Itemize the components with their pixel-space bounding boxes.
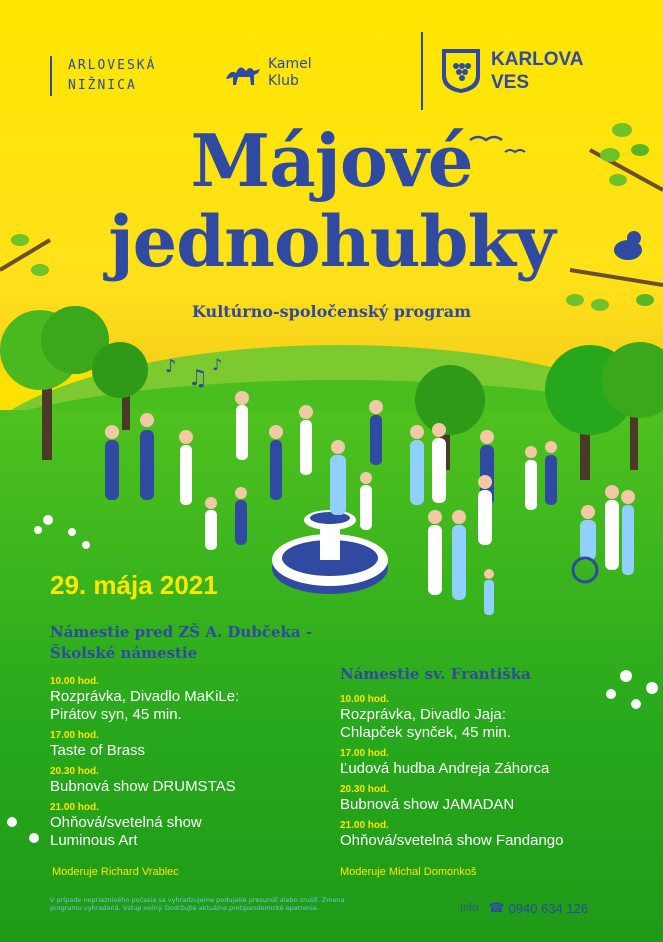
karloveska-niznica-logo xyxy=(50,56,156,96)
program-time: 20.30 hod. xyxy=(50,766,99,777)
program-time: 21.00 hod. xyxy=(340,820,389,831)
svg-text:♫: ♫ xyxy=(188,366,208,391)
logos-bar xyxy=(0,38,663,118)
subtitle: Kultúrno-spoločenský program xyxy=(192,302,471,321)
k-mark-icon xyxy=(50,56,62,96)
venue-1-name: Námestie pred ZŠ A. Dubčeka - Školské námestie xyxy=(50,623,313,662)
logo-karlova-text: KARLOVA xyxy=(491,49,584,70)
program-time: 17.00 hod. xyxy=(50,730,99,741)
program-time: 20.30 hod. xyxy=(340,784,389,795)
trees-right xyxy=(415,342,663,480)
event-date: 29. mája 2021 xyxy=(50,570,218,600)
kamel-klub-logo xyxy=(224,56,312,90)
program-time: 10.00 hod. xyxy=(50,676,99,687)
program-name: Bubnová show JAMADAN xyxy=(340,796,515,813)
program-item xyxy=(340,784,563,814)
venue-2-moderator: Moderuje Michal Domonkoš xyxy=(340,866,477,878)
program-name: Ohňová/svetelná show Luminous Art xyxy=(50,814,202,849)
logo-divider xyxy=(421,32,423,110)
svg-text:♪: ♪ xyxy=(212,355,223,374)
music-notes-icon xyxy=(165,355,222,391)
flowers-right xyxy=(606,670,658,709)
program-item xyxy=(340,748,563,778)
info-contact xyxy=(460,900,588,916)
logo-klub-text: Klub xyxy=(268,73,299,89)
svg-text:♪: ♪ xyxy=(165,356,177,377)
program-name: Rozprávka, Divadlo MaKiLe: Pirátov syn, 45 min. xyxy=(50,688,240,723)
venue-1-moderator: Moderuje Richard Vrablec xyxy=(52,866,179,878)
trees-left xyxy=(0,306,148,460)
venue-1-program xyxy=(50,676,239,856)
title-line-1: Májové xyxy=(190,118,473,203)
info-label: Info xyxy=(460,902,479,914)
logo-karloveska-text: ARLOVESKÁ xyxy=(68,58,157,73)
venue-2-program xyxy=(340,694,563,856)
logo-kamel-text: Kamel xyxy=(268,56,312,72)
program-time: 10.00 hod. xyxy=(340,694,389,705)
title-line-2: jednohubky xyxy=(108,200,555,283)
disclaimer-notice: V prípade nepriaznivého počasia sa vyhradzujeme podujatie presunúť alebo zrušiť. Zmena programu vyhradená. Vstup voľný. Dodržujte aktuálne protipandemické opatrenia. xyxy=(50,896,345,912)
program-item xyxy=(50,676,239,724)
program-item xyxy=(340,694,563,742)
phone-icon: ☎ xyxy=(488,900,505,915)
program-time: 21.00 hod. xyxy=(50,802,99,813)
program-item xyxy=(340,820,563,850)
venue-2-name: Námestie sv. Františka xyxy=(340,665,531,683)
program-item xyxy=(50,802,239,850)
program-name: Ohňová/svetelná show Fandango xyxy=(340,832,564,849)
logo-niznica-text: NIŽNICA xyxy=(68,78,137,93)
camel-icon xyxy=(224,59,262,87)
program-name: Rozprávka, Divadlo Jaja: Chlapček synček, 45 min. xyxy=(340,706,511,741)
logo-ves-text: VES xyxy=(491,72,530,93)
phone-number[interactable]: 0940 634 126 xyxy=(508,900,589,916)
program-name: Taste of Brass xyxy=(50,742,146,759)
program-name: Ľudová hudba Andreja Záhorca xyxy=(340,760,550,777)
program-time: 17.00 hod. xyxy=(340,748,389,759)
grape-shield-icon xyxy=(441,48,481,94)
program-item xyxy=(50,730,239,760)
program-item xyxy=(50,766,239,796)
karlova-ves-logo xyxy=(441,48,584,94)
program-name: Bubnová show DRUMSTAS xyxy=(50,778,236,795)
